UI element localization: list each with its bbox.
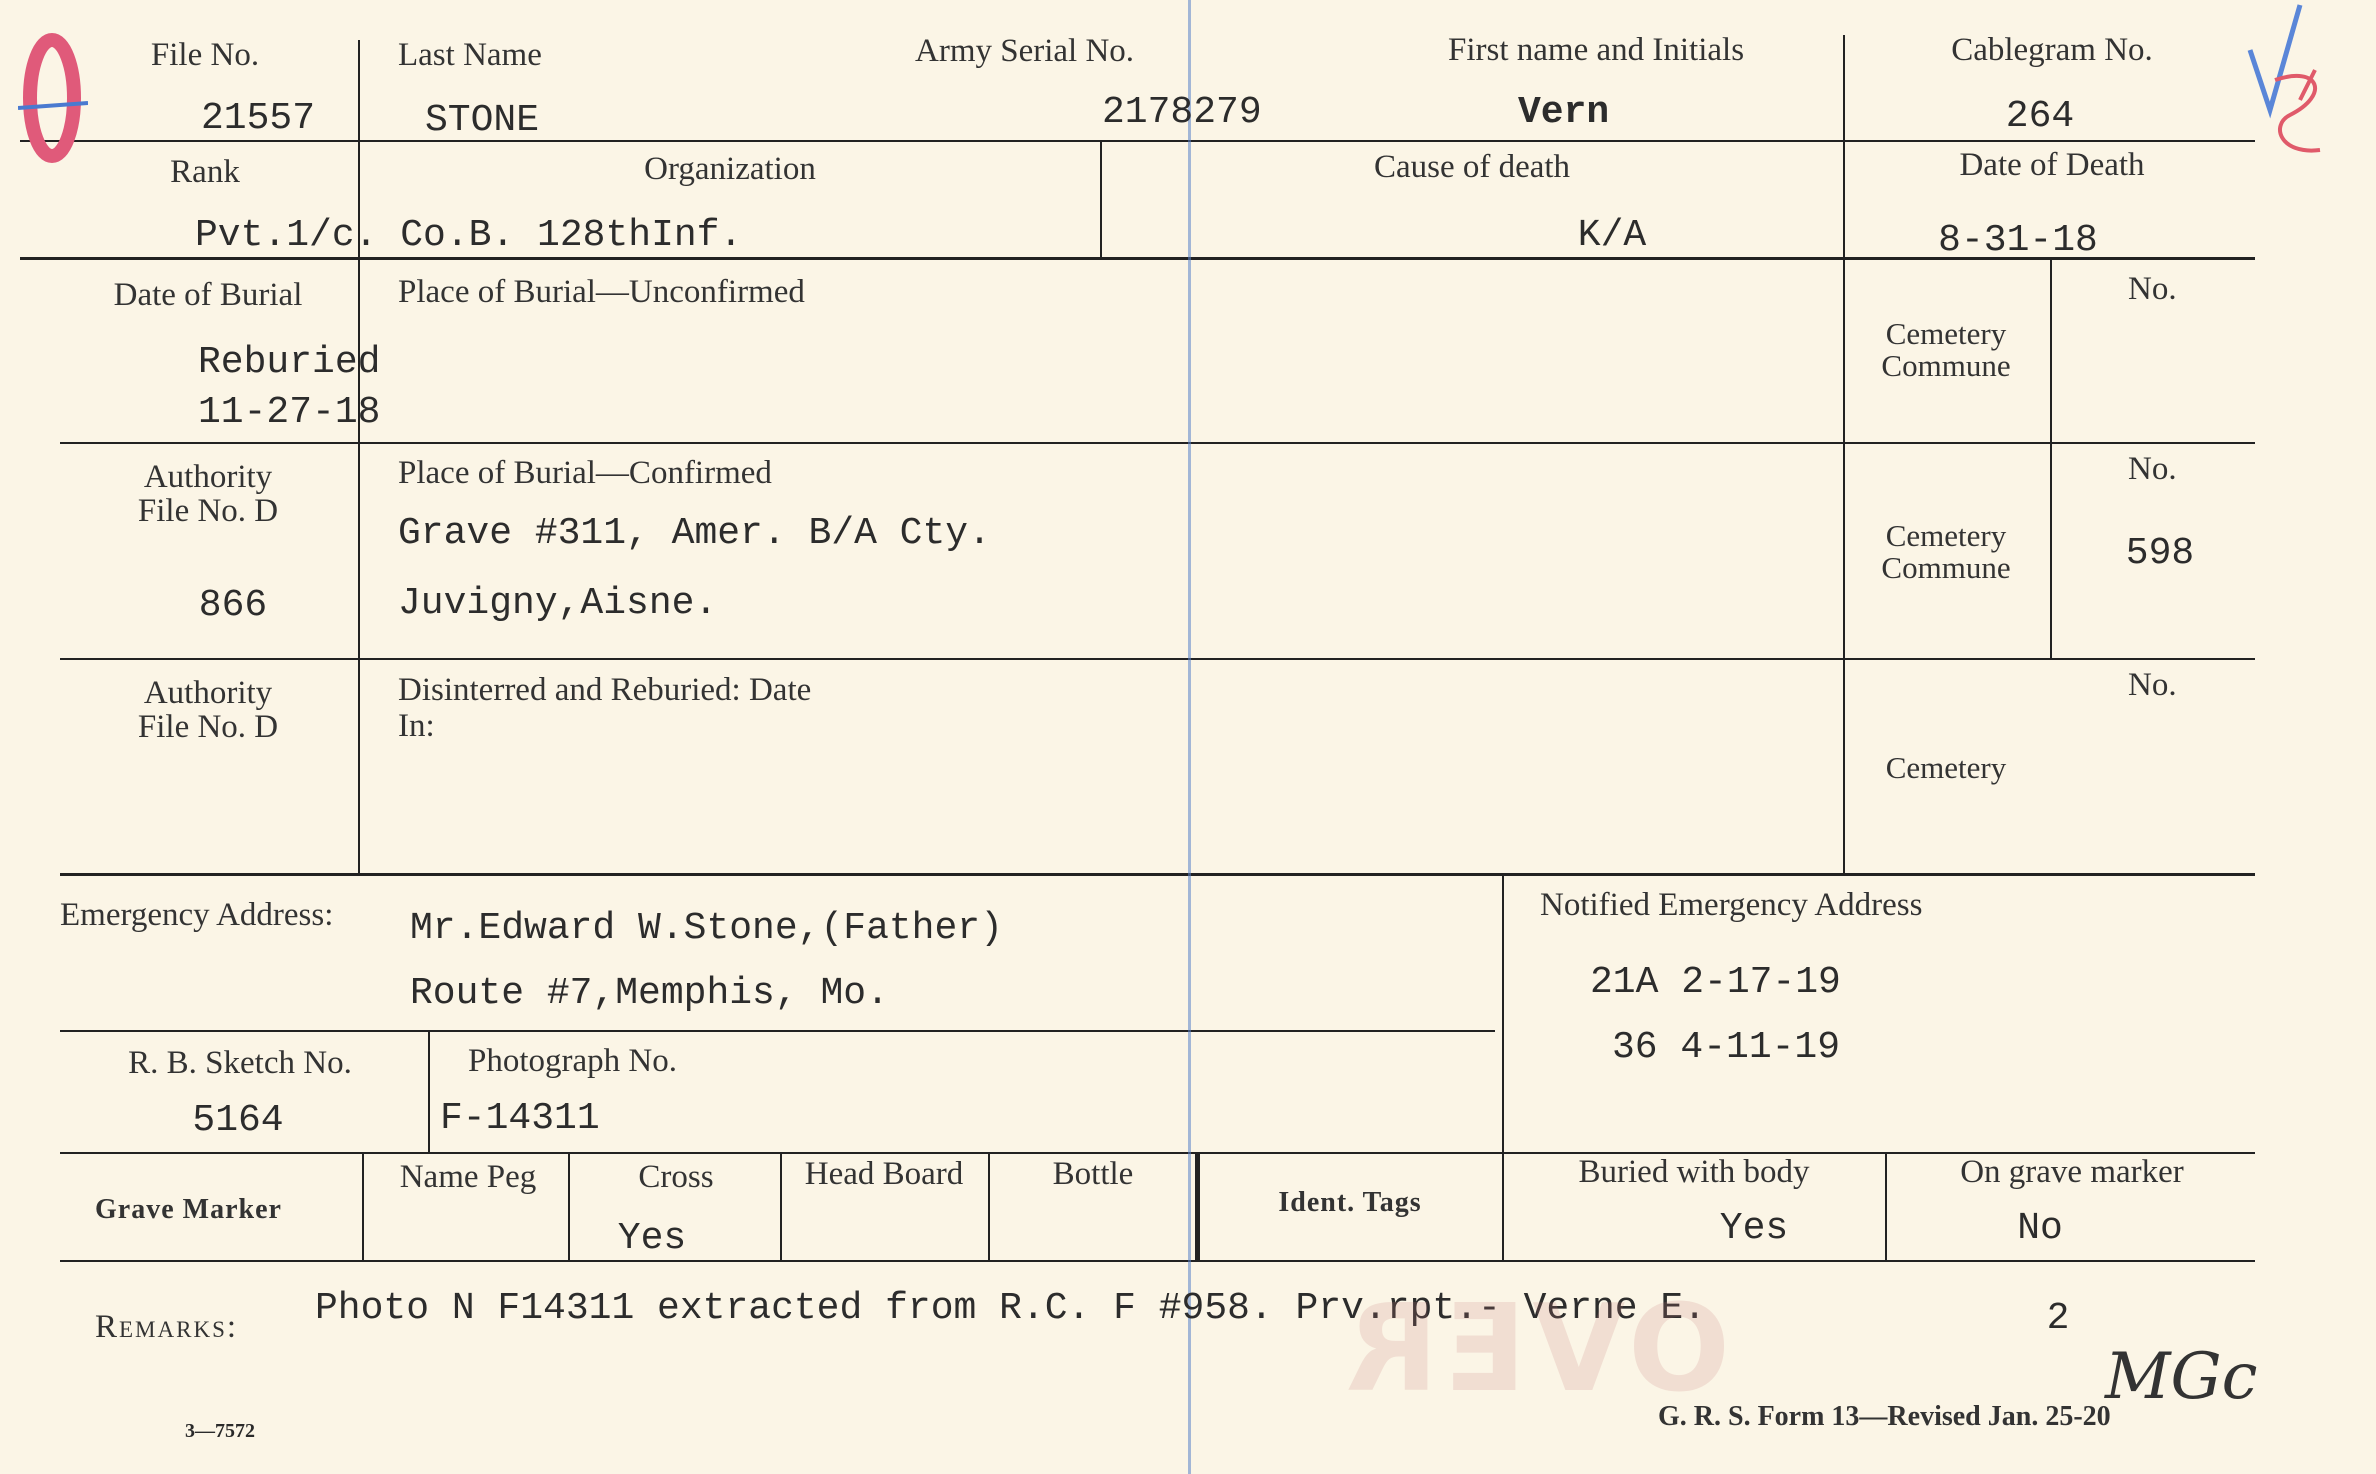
organization-label: Organization (644, 151, 816, 187)
rule-v-no-col (2050, 257, 2052, 658)
first-name-value: Vern (1518, 91, 1610, 134)
rule-v-row2-3 (1843, 140, 1845, 257)
rule-v-header-1 (358, 40, 360, 140)
ident-tags-label: Ident. Tags (1278, 1187, 1422, 1218)
confirmed-no-label: No. (2128, 451, 2177, 487)
disinterred-date-label: Disinterred and Reburied: Date (398, 672, 812, 708)
rule-marker-bottom (60, 1260, 2255, 1262)
rank-label: Rank (170, 154, 240, 190)
place-confirmed-line2: Juvigny,Aisne. (398, 582, 718, 625)
photograph-value: F-14311 (440, 1097, 600, 1140)
rule-disinterred-bottom (60, 873, 2255, 876)
over-stamp: OVER (1340, 1280, 1731, 1419)
confirmed-no-value: 598 (2125, 532, 2195, 575)
date-of-death-label: Date of Death (1959, 147, 2145, 183)
disinterred-in-label: In: (398, 708, 435, 744)
on-grave-marker-label: On grave marker (1960, 1154, 2184, 1190)
burial-date-line1: Reburied (198, 341, 381, 384)
serial-label: Army Serial No. (915, 33, 1135, 69)
cause-of-death-value: K/A (1577, 214, 1647, 257)
unconfirmed-cemetery-label: Cemetery (1885, 316, 2007, 351)
rule-v-marker-7 (1885, 1152, 1887, 1260)
red-initial-mark-icon (2260, 60, 2340, 170)
cross-label: Cross (638, 1159, 714, 1195)
date-of-burial-label: Date of Burial (113, 277, 303, 313)
confirmed-cemetery-label: Cemetery (1885, 518, 2007, 553)
grave-marker-label: Grave Marker (95, 1194, 282, 1225)
rule-v-cemetery-col (1843, 257, 1845, 873)
rule-emergency-bottom (60, 1030, 1495, 1032)
on-grave-marker-value: No (2017, 1207, 2063, 1250)
signature-initials: MGc (2105, 1340, 2258, 1414)
rb-sketch-label: R. B. Sketch No. (128, 1045, 352, 1081)
notified-emergency-label: Notified Emergency Address (1540, 887, 1923, 923)
place-confirmed-line1: Grave #311, Amer. B/A Cty. (398, 512, 991, 555)
place-confirmed-label: Place of Burial—Confirmed (398, 455, 772, 491)
head-board-label: Head Board (804, 1156, 964, 1192)
serial-value: 2178279 (1102, 91, 1262, 134)
unconfirmed-commune-label: Commune (1881, 348, 2011, 383)
rule-confirmed-bottom (60, 658, 2255, 660)
authority-label-2: File No. D (137, 493, 279, 529)
rule-sketch-bottom (60, 1152, 2255, 1154)
rule-unconfirmed-bottom (60, 442, 2255, 444)
emergency-address-label: Emergency Address: (60, 897, 334, 933)
emergency-address-line2: Route #7,Memphis, Mo. (410, 972, 889, 1015)
remarks-label: Remarks: (95, 1309, 239, 1345)
rule-v-marker-5 (1195, 1152, 1200, 1260)
remarks-text: Photo N F14311 extracted from R.C. F #958. Prv.rpt.- Verne E. (315, 1287, 1707, 1330)
form-code: 3—7572 (185, 1420, 255, 1442)
cross-value: Yes (617, 1217, 687, 1260)
rule-v-sketch (428, 1030, 430, 1152)
cablegram-label: Cablegram No. (1951, 32, 2153, 68)
date-of-death-value: 8-31-18 (1938, 219, 2098, 262)
rule-v-marker-4 (988, 1152, 990, 1260)
disinterred-authority-label-2: File No. D (137, 709, 279, 745)
confirmed-commune-label: Commune (1881, 550, 2011, 585)
photograph-label: Photograph No. (468, 1043, 677, 1079)
rule-v-marker-2 (568, 1152, 570, 1260)
notified-entry-2: 36 4-11-19 (1612, 1026, 1841, 1069)
disinterred-no-label: No. (2128, 667, 2177, 703)
cause-of-death-label: Cause of death (1373, 149, 1571, 185)
authority-file-no-value: 866 (198, 584, 268, 627)
burial-date-line2: 11-27-18 (198, 391, 381, 434)
emergency-address-line1: Mr.Edward W.Stone,(Father) (410, 907, 1003, 950)
notified-entry-1: 21A 2-17-19 (1590, 961, 1841, 1004)
name-peg-label: Name Peg (399, 1159, 537, 1195)
unconfirmed-no-label: No. (2128, 271, 2177, 307)
buried-with-body-value: Yes (1719, 1207, 1789, 1250)
place-unconfirmed-label: Place of Burial—Unconfirmed (398, 274, 805, 310)
file-no-label: File No. (150, 37, 260, 73)
blue-filing-line (1188, 0, 1191, 1474)
red-zero-mark-icon (18, 28, 88, 168)
disinterred-authority-label-1: Authority (143, 675, 273, 711)
rule-row2-bottom (20, 257, 2255, 260)
rule-v-row2-2 (1100, 140, 1102, 257)
disinterred-cemetery-label: Cemetery (1885, 750, 2007, 785)
bottle-label: Bottle (1052, 1156, 1134, 1192)
rule-v-marker-6 (1502, 1152, 1504, 1260)
last-name-value: STONE (425, 99, 540, 142)
remarks-page-no: 2 (2046, 1297, 2070, 1340)
rule-v-header-2 (1843, 35, 1845, 140)
cablegram-value: 264 (2005, 95, 2075, 138)
buried-with-body-label: Buried with body (1578, 1154, 1810, 1190)
authority-label-1: Authority (143, 459, 273, 495)
first-name-label: First name and Initials (1448, 32, 1745, 68)
rule-v-marker-1 (362, 1152, 364, 1260)
rule-v-emergency (1502, 873, 1504, 1152)
file-no-value: 21557 (200, 97, 316, 140)
rule-v-marker-3 (780, 1152, 782, 1260)
rb-sketch-value: 5164 (192, 1099, 284, 1142)
last-name-label: Last Name (398, 37, 542, 73)
form-name: G. R. S. Form 13—Revised Jan. 25-20 (1658, 1401, 2111, 1432)
rule-header-bottom (20, 140, 2255, 142)
rank-organization-value: Pvt.1/c. Co.B. 128thInf. (195, 214, 743, 257)
